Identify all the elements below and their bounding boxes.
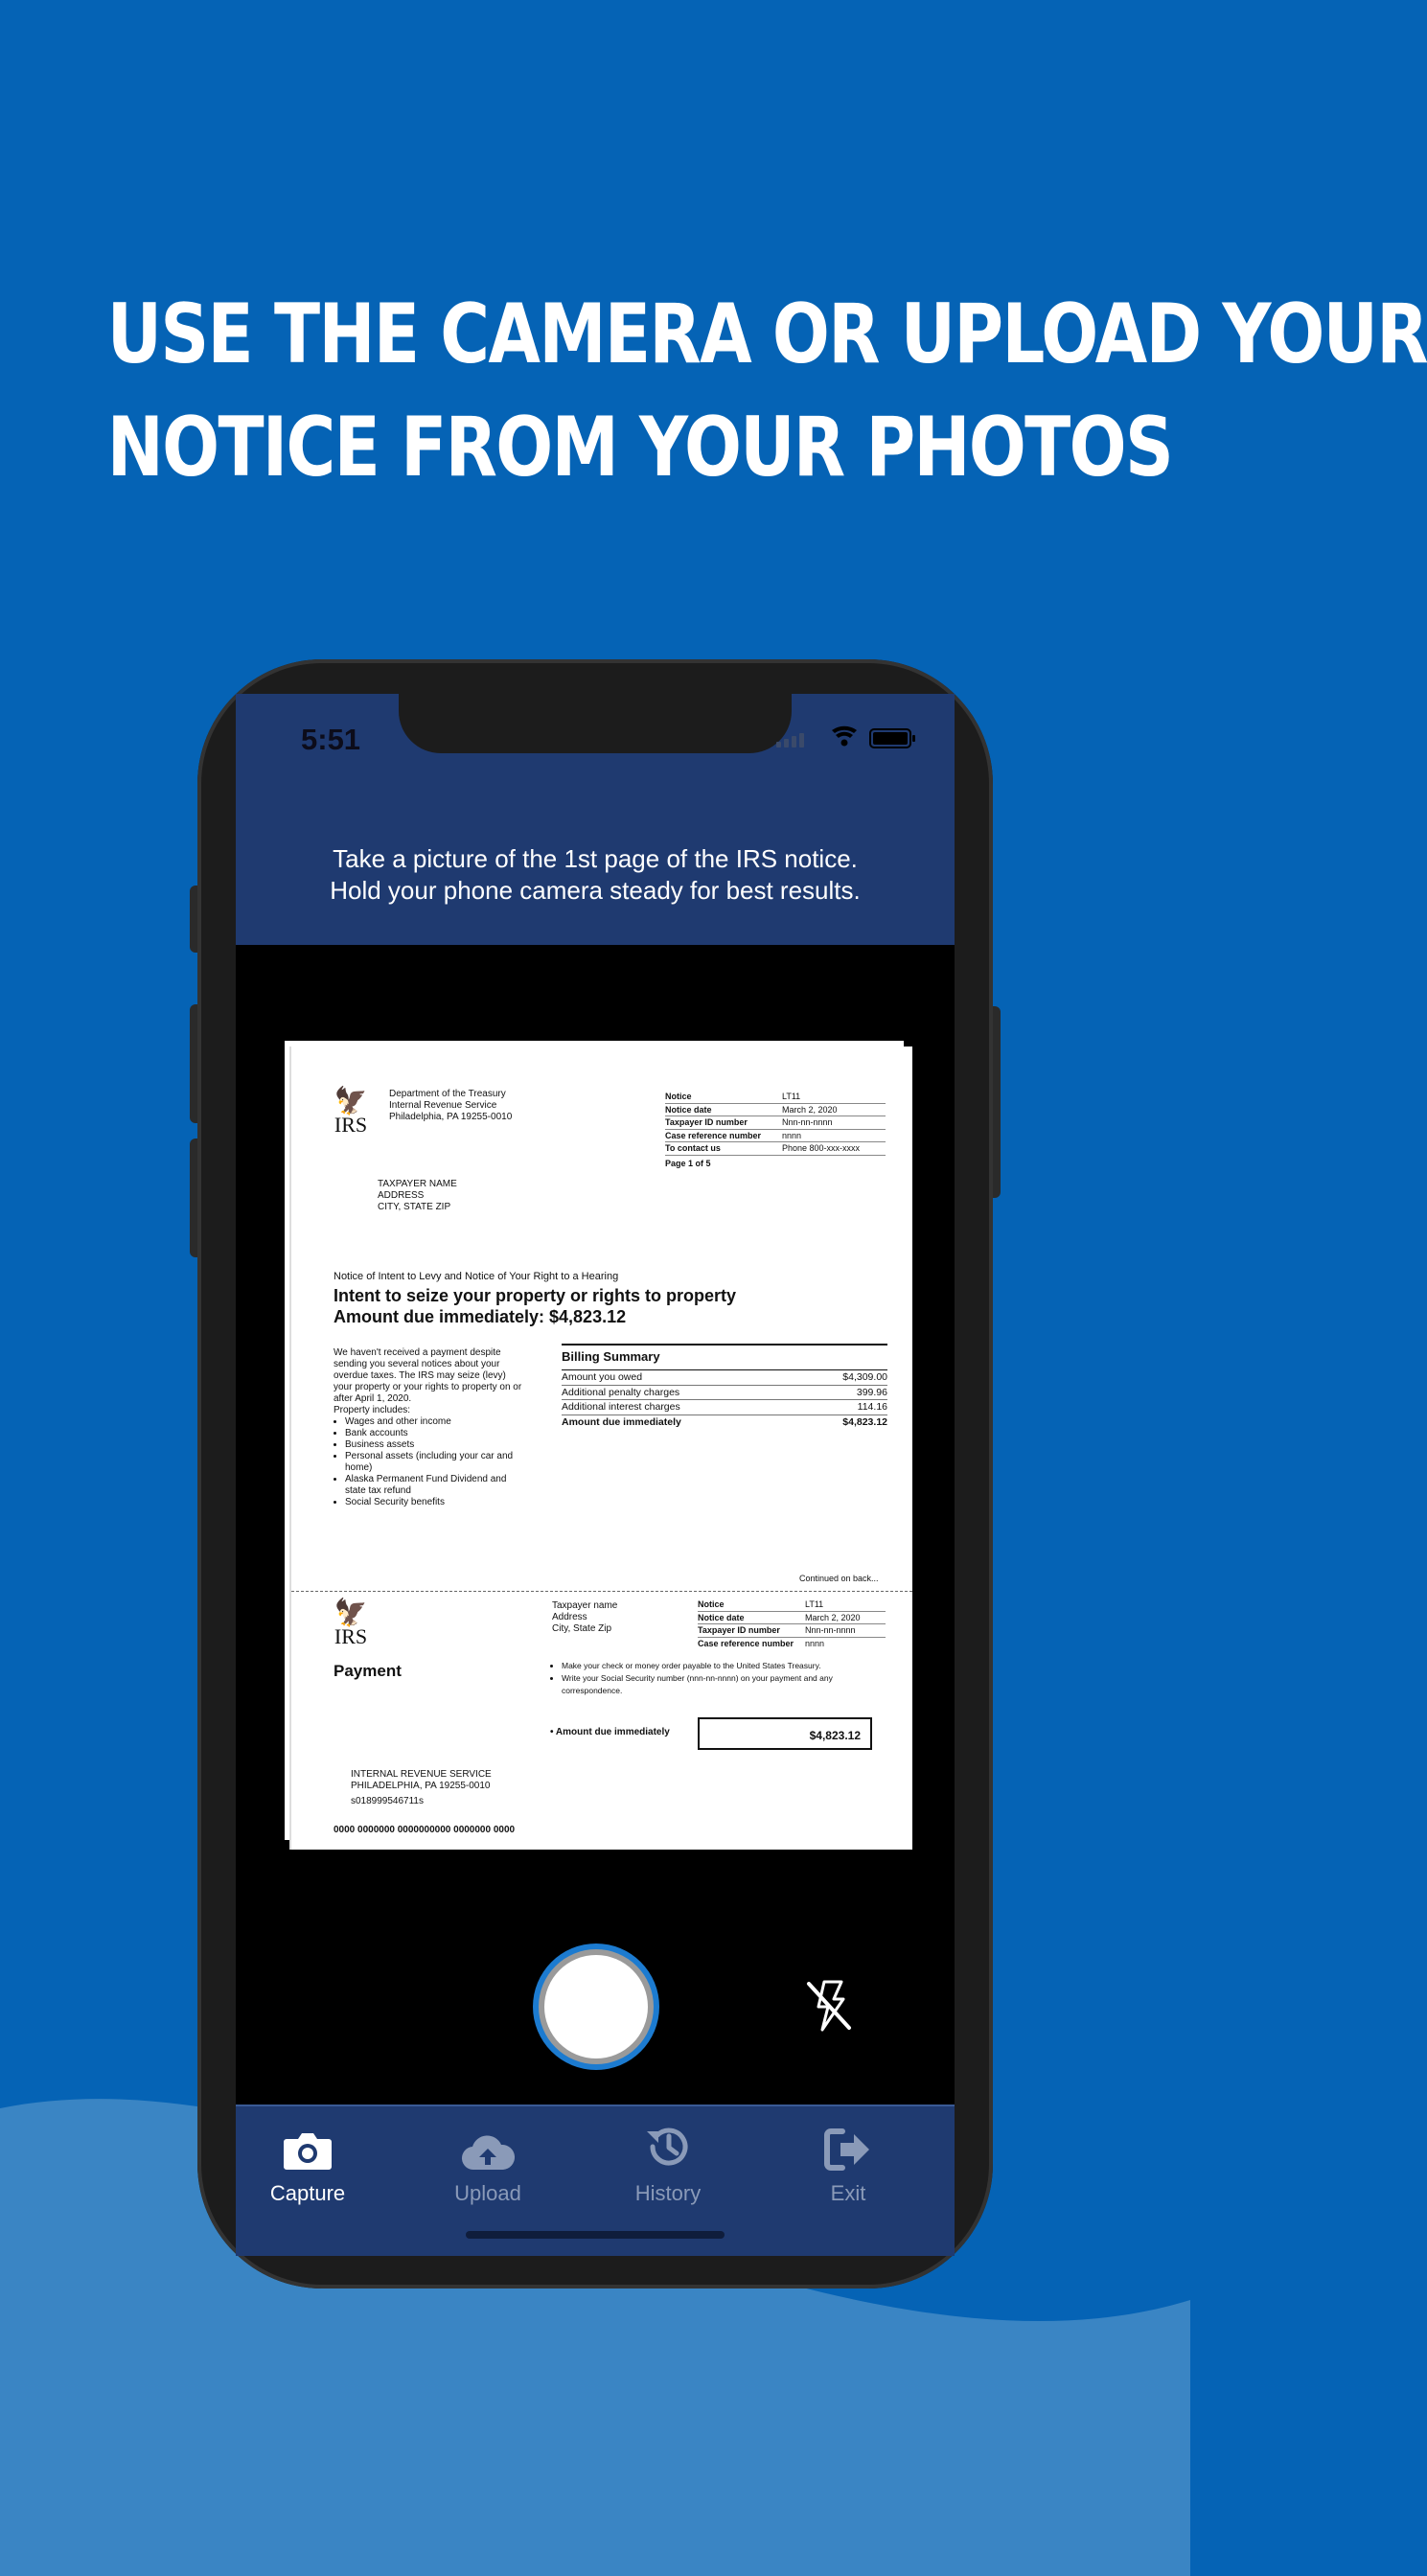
phone-screen <box>236 694 955 2254</box>
irs-logo <box>330 1087 372 1135</box>
amount-due-box: $4,823.12 <box>698 1717 872 1750</box>
home-indicator[interactable] <box>466 2231 725 2239</box>
headline <box>106 278 1427 504</box>
irs-eagle-stub-icon: 🦅 <box>334 1598 368 1627</box>
irs-logo-stub: 🦅 IRS <box>330 1598 372 1646</box>
tab-history-label: History <box>634 2181 702 2205</box>
irs-logo-text: IRS <box>334 1113 368 1137</box>
tab-exit[interactable] <box>776 2116 920 2206</box>
irs-eagle-icon: 🦅 <box>334 1086 368 1116</box>
amount-due-label: • Amount due immediately <box>550 1727 670 1737</box>
camera-icon <box>283 2129 333 2172</box>
notice-type: Notice of Intent to Levy and Notice of Your Right to a Hearing <box>334 1271 619 1282</box>
notice-heading-2: Amount due immediately: $4,823.12 <box>334 1307 627 1326</box>
battery-icon <box>870 729 915 748</box>
top-bar <box>236 694 955 945</box>
department-address: Department of the Treasury Internal Revenue Service Philadelphia, PA 19255-0010 <box>389 1089 513 1122</box>
tab-upload[interactable] <box>416 2116 560 2206</box>
billing-summary: Billing Summary Amount you owed $4,309.00 Additional penalty charges 399.96 Additional interest charges 114.16 Amount due immediately $4,823.12 <box>562 1344 887 1429</box>
tab-bar <box>236 2104 955 2256</box>
instructions-line-1: Take a picture of the 1st page of the IRS notice. <box>333 844 858 873</box>
instructions <box>236 843 955 907</box>
tab-upload-label: Upload <box>454 2181 521 2205</box>
tab-capture-label: Capture <box>269 2181 346 2205</box>
continued-note: Continued on back... <box>799 1574 879 1583</box>
scanline: 0000 0000000 0000000000 0000000 0000 <box>334 1825 516 1835</box>
notice-body: We haven't received a payment despite sending you several notices about your overdue taxes. The IRS may seize (levy) your property or your rights to property on or after April 1, 2020. Property includes: • Wages and other income • Bank accounts • Business assets • Personal assets (including your car and home) • Alaska Permanent Fund Dividend and state tax refund • Social Security benefits <box>334 1347 525 1508</box>
irs-mailing-address: INTERNAL REVENUE SERVICE PHILADELPHIA, PA 19255-0010 s018999546711s <box>351 1769 492 1806</box>
camera-viewfinder[interactable] <box>236 945 955 2104</box>
exit-icon <box>823 2128 873 2172</box>
shutter-button[interactable] <box>533 1944 659 2070</box>
cellular-signal-icon <box>776 733 804 748</box>
payment-label: Payment <box>334 1662 402 1680</box>
wifi-icon <box>832 726 857 747</box>
status-icons <box>776 726 920 751</box>
headline-line-1: USE THE CAMERA OR UPLOAD YOUR <box>106 287 1427 382</box>
stub-taxpayer-address: Taxpayer name Address City, State Zip <box>552 1600 618 1634</box>
stub-table: Notice LT11 Notice date March 2, 2020 Taxpayer ID number Nnn-nn-nnnn Case reference number nnnn <box>698 1598 886 1649</box>
tab-history[interactable] <box>596 2116 740 2206</box>
notice-header-table: Notice LT11 Notice date March 2, 2020 Taxpayer ID number Nnn-nn-nnnn Case reference number nnnn To contact us Phone 800-xxx-xxxx Page 1 of 5 <box>665 1091 886 1168</box>
taxpayer-address: TAXPAYER NAME ADDRESS CITY, STATE ZIP <box>378 1179 457 1212</box>
notice-heading-1: Intent to seize your property or rights to property <box>334 1286 737 1305</box>
page-number: Page 1 of 5 <box>665 1158 711 1168</box>
payment-instructions: • Make your check or money order payable to the United States Treasury. • Write your Social Security number (nnn-nn-nnnn) on your payment and any correspondence. <box>550 1660 878 1697</box>
cloud-upload-icon <box>461 2133 515 2172</box>
headline-line-2: NOTICE FROM YOUR PHOTOS <box>106 400 1173 495</box>
flash-off-icon[interactable] <box>803 1976 855 2034</box>
instructions-line-2: Hold your phone camera steady for best results. <box>330 876 861 905</box>
status-time: 5:51 <box>301 723 361 756</box>
history-icon <box>643 2122 693 2172</box>
tear-line <box>291 1591 912 1592</box>
notch <box>399 690 792 753</box>
tab-exit-label: Exit <box>830 2181 866 2205</box>
irs-notice-document <box>291 1046 912 1850</box>
tab-capture[interactable] <box>236 2116 380 2206</box>
